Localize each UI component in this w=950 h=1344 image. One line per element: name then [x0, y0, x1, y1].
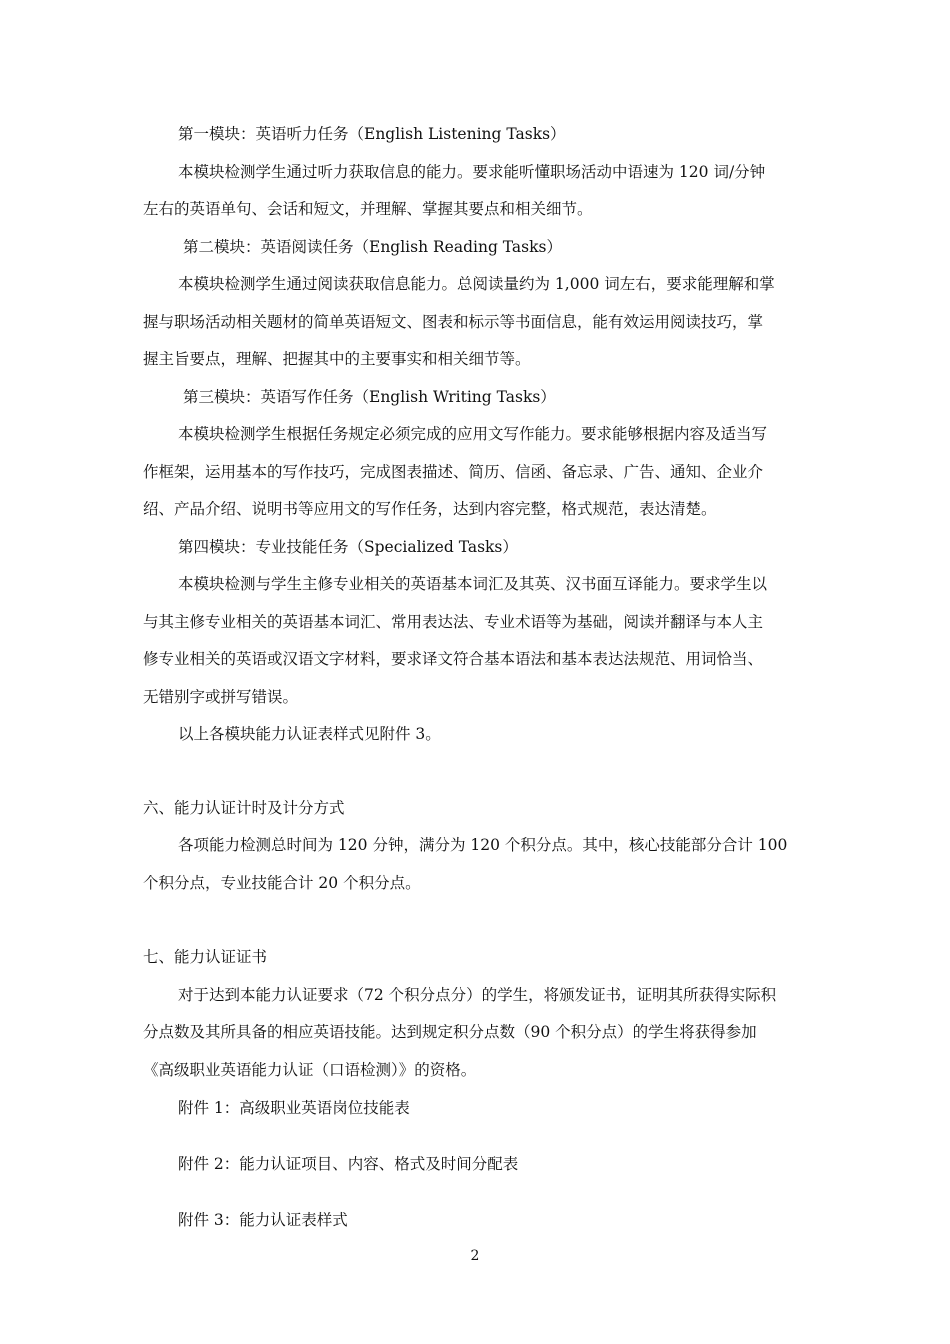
module-4-heading: 第四模块：专业技能任务（Specialized Tasks）	[178, 538, 518, 556]
paragraph-line: 绍、产品介绍、说明书等应用文的写作任务，达到内容完整，格式规范，表达清楚。	[143, 500, 717, 518]
paragraph-line: 握主旨要点，理解、把握其中的主要事实和相关细节等。	[143, 350, 531, 368]
paragraph-line: 各项能力检测总时间为 120 分钟，满分为 120 个积分点。其中，核心技能部分合计 100	[178, 836, 788, 854]
paragraph-line: 个积分点，专业技能合计 20 个积分点。	[143, 874, 421, 892]
paragraph-line: 与其主修专业相关的英语基本词汇、常用表达法、专业术语等为基础，阅读并翻译与本人主	[143, 613, 764, 631]
page-number: 2	[470, 1248, 480, 1264]
paragraph-line: 修专业相关的英语或汉语文字材料，要求译文符合基本语法和基本表达法规范、用词恰当、	[143, 650, 764, 668]
paragraph-line: 本模块检测学生通过阅读获取信息能力。总阅读量约为 1,000 词左右，要求能理解和掌	[178, 275, 775, 293]
appendix-3-line: 附件 3：能力认证表样式	[178, 1211, 348, 1229]
module-2-heading: 第二模块：英语阅读任务（English Reading Tasks）	[183, 238, 562, 256]
paragraph-line: 无错别字或拼写错误。	[143, 688, 299, 706]
paragraph-line: 本模块检测学生通过听力获取信息的能力。要求能听懂职场活动中语速为 120 词/分钟	[178, 163, 766, 181]
module-1-heading: 第一模块：英语听力任务（English Listening Tasks）	[178, 125, 566, 143]
paragraph-line: 本模块检测与学生主修专业相关的英语基本词汇及其英、汉书面互译能力。要求学生以	[178, 575, 768, 593]
paragraph-line: 对于达到本能力认证要求（72 个积分点分）的学生，将颁发证书，证明其所获得实际积	[178, 986, 777, 1004]
paragraph-line: 握与职场活动相关题材的简单英语短文、图表和标示等书面信息，能有效运用阅读技巧，掌	[143, 313, 764, 331]
paragraph-line: 本模块检测学生根据任务规定必须完成的应用文写作能力。要求能够根据内容及适当写	[178, 425, 768, 443]
paragraph-line: 以上各模块能力认证表样式见附件 3。	[178, 725, 441, 743]
appendix-2-line: 附件 2：能力认证项目、内容、格式及时间分配表	[178, 1155, 519, 1173]
paragraph-line: 作框架，运用基本的写作技巧，完成图表描述、简历、信函、备忘录、广告、通知、企业介	[143, 463, 764, 481]
paragraph-line: 左右的英语单句、会话和短文，并理解、掌握其要点和相关细节。	[143, 200, 593, 218]
module-3-heading: 第三模块：英语写作任务（English Writing Tasks）	[183, 388, 556, 406]
appendix-1-line: 附件 1：高级职业英语岗位技能表	[178, 1099, 410, 1117]
section-7-heading: 七、能力认证证书	[143, 948, 268, 966]
section-6-heading: 六、能力认证计时及计分方式	[143, 799, 345, 817]
paragraph-line: 《高级职业英语能力认证（口语检测）》的资格。	[143, 1061, 477, 1079]
paragraph-line: 分点数及其所具备的相应英语技能。达到规定积分点数（90 个积分点）的学生将获得参加	[143, 1023, 757, 1041]
